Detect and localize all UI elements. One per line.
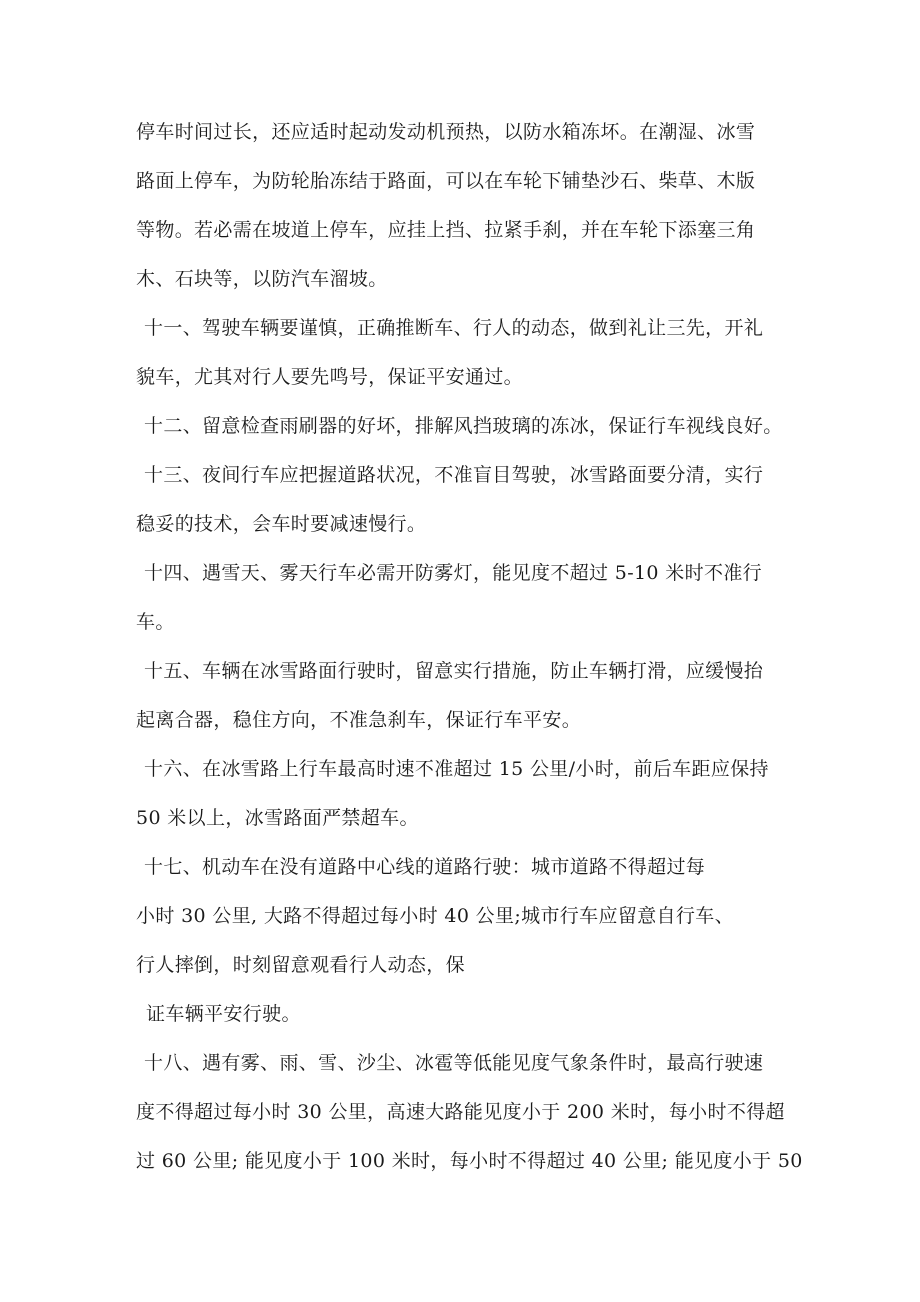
text-line: 十七、机动车在没有道路中心线的道路行驶：城市道路不得超过每 bbox=[144, 856, 706, 878]
text-line: 停车时间过长，还应适时起动发动机预热，以防水箱冻坏。在潮湿、冰雪 bbox=[136, 121, 756, 143]
text-line: 木、石块等，以防汽车溜坡。 bbox=[136, 268, 388, 290]
text-line: 十二、留意检查雨刷器的好坏，排解风挡玻璃的冻冰，保证行车视线良好。 bbox=[144, 415, 783, 437]
text-line: 貌车，尤其对行人要先鸣号，保证平安通过。 bbox=[136, 366, 524, 388]
text-line: 证车辆平安行驶。 bbox=[146, 1003, 301, 1025]
text-line: 十六、在冰雪路上行车最高时速不准超过 15 公里/小时，前后车距应保持 bbox=[144, 758, 769, 780]
text-line: 等物。若必需在坡道上停车，应挂上挡、拉紧手刹，并在车轮下添塞三角 bbox=[136, 219, 756, 241]
text-line: 小时 30 公里, 大路不得超过每小时 40 公里;城市行车应留意自行车、 bbox=[136, 905, 734, 927]
text-line: 车。 bbox=[136, 611, 175, 633]
text-line: 路面上停车，为防轮胎冻结于路面，可以在车轮下铺垫沙石、柴草、木版 bbox=[136, 170, 756, 192]
text-line: 十五、车辆在冰雪路面行驶时，留意实行措施，防止车辆打滑，应缓慢抬 bbox=[144, 660, 764, 682]
text-line: 起离合器，稳住方向，不准急刹车，保证行车平安。 bbox=[136, 709, 582, 731]
text-line: 过 60 公里; 能见度小于 100 米时，每小时不得超过 40 公里; 能见度小于 50 bbox=[136, 1150, 803, 1172]
text-line: 稳妥的技术，会车时要减速慢行。 bbox=[136, 513, 427, 535]
text-line: 十四、遇雪天、雾天行车必需开防雾灯，能见度不超过 5-10 米时不准行 bbox=[144, 562, 763, 584]
text-line: 十八、遇有雾、雨、雪、沙尘、冰雹等低能见度气象条件时，最高行驶速 bbox=[144, 1052, 764, 1074]
text-line: 50 米以上，冰雪路面严禁超车。 bbox=[136, 807, 419, 829]
text-line: 行人摔倒，时刻留意观看行人动态，保 bbox=[136, 954, 465, 976]
text-line: 十一、驾驶车辆要谨慎，正确推断车、行人的动态，做到礼让三先，开礼 bbox=[144, 317, 764, 339]
text-line: 十三、夜间行车应把握道路状况，不准盲目驾驶，冰雪路面要分清，实行 bbox=[144, 464, 764, 486]
text-line: 度不得超过每小时 30 公里，高速大路能见度小于 200 米时，每小时不得超 bbox=[136, 1101, 785, 1123]
